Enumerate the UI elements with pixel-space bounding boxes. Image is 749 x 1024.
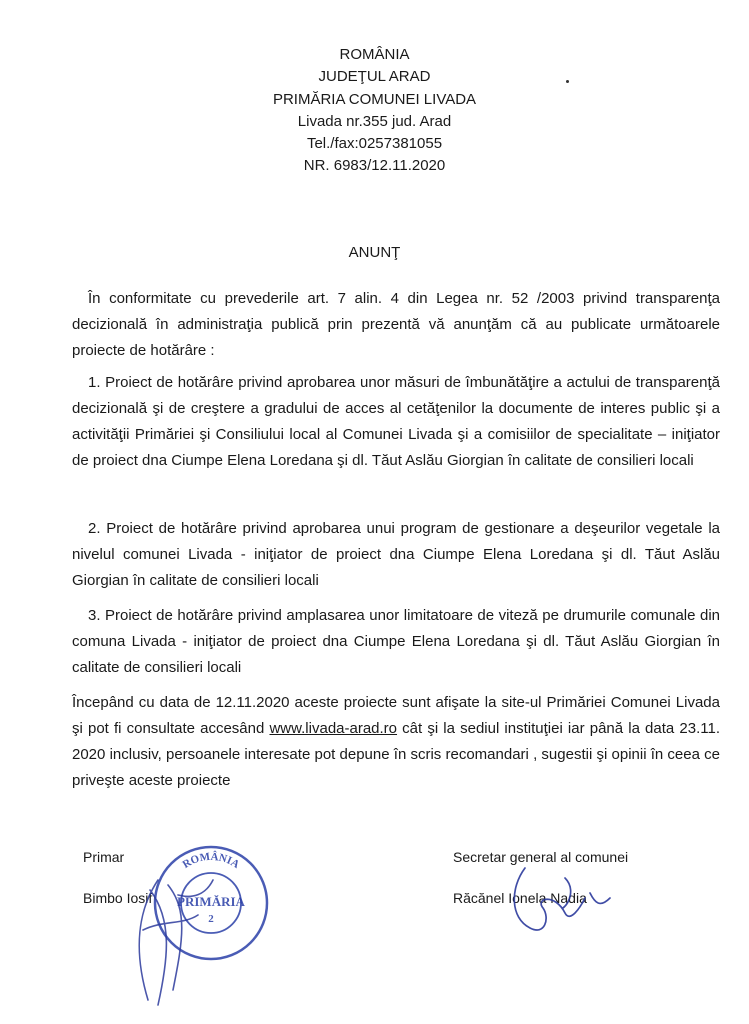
project-item-2: 2. Proiect de hotărâre privind aprobarea unui program de gestionare a deşeurilor vegetale la nivelul comunei Livada - iniţiator de proiect dna Ciumpe Elena Loredana şi dl. Tăut Aslău Giorgian în calitate de consilieri locali [72,520,720,589]
header-address: Livada nr.355 jud. Arad [297,112,452,130]
project-item-1: 1. Proiect de hotărâre privind aprobarea unor măsuri de îmbunătăţire a actului de transparenţă decizională şi de creştere a gradului de acces al cetăţenilor la documente de interes public şi a activităţii Primăriei şi Consiliului local al Comunei Livada şi a comisiilor de specialitate – iniţiator de proiect dna Ciumpe Elena Loredana şi dl. Tăut Aslău Giorgian în calitate de consilieri locali [72,374,720,469]
stamp-outer-text: ROMÂNIA [180,850,242,871]
secretary-title: Secretar general al comunei [453,849,629,865]
closing-text-start: Începând cu data de 12.11.2020 aceste proiecte sunt afişate la site-ul Primăriei Comunei Livada şi pot fi consultate accesând [72,694,720,737]
header-county: JUDEŢUL ARAD [318,68,431,86]
mayor-title: Primar [83,849,125,865]
secretary-name: Răcănel Ionela Nadia [453,890,587,906]
header-country: ROMÂNIA [339,46,410,63]
project-item-3: 3. Proiect de hotărâre privind amplasarea unor limitatoare de viteză pe drumurile comunale din comuna Livada - iniţiator de proiect dna Ciumpe Elena Loredana şi dl. Tăut Aslău Giorgian în calitate de consilieri locali [72,607,720,676]
website-link[interactable]: www.livada-arad.ro [269,720,398,737]
header-institution: PRIMĂRIA COMUNEI LIVADA [272,90,477,108]
header-registration: NR. 6983/12.11.2020 [303,157,446,175]
mayor-name: Bimbo Iosif [83,890,153,906]
mayor-signature-icon [128,870,218,1010]
document-title: ANUNŢ [348,244,401,261]
secretary-signature-icon [505,858,615,948]
document-header [0,44,749,178]
closing-text-end: cât şi la sediul instituţiei iar până la data 23.11. 2020 inclusiv, persoanele interesate pot depune în scris recomandari , sugestii şi opinii în ceea ce priveşte aceste proiecte [72,720,720,789]
closing-paragraph [72,690,720,794]
header-phone: Tel./fax:0257381055 [306,135,443,153]
stamp-center-text: PRIMĂRIA [177,894,245,909]
svg-text:ROMÂNIA [181,851,242,871]
stamp-number: 2 [208,913,214,925]
intro-paragraph: În conformitate cu prevederile art. 7 alin. 4 din Legea nr. 52 /2003 privind transparenţa decizională în administraţia publică prin prezentă vă anunţăm că au publicate următoarele proiecte de hotărâre : [72,290,720,359]
